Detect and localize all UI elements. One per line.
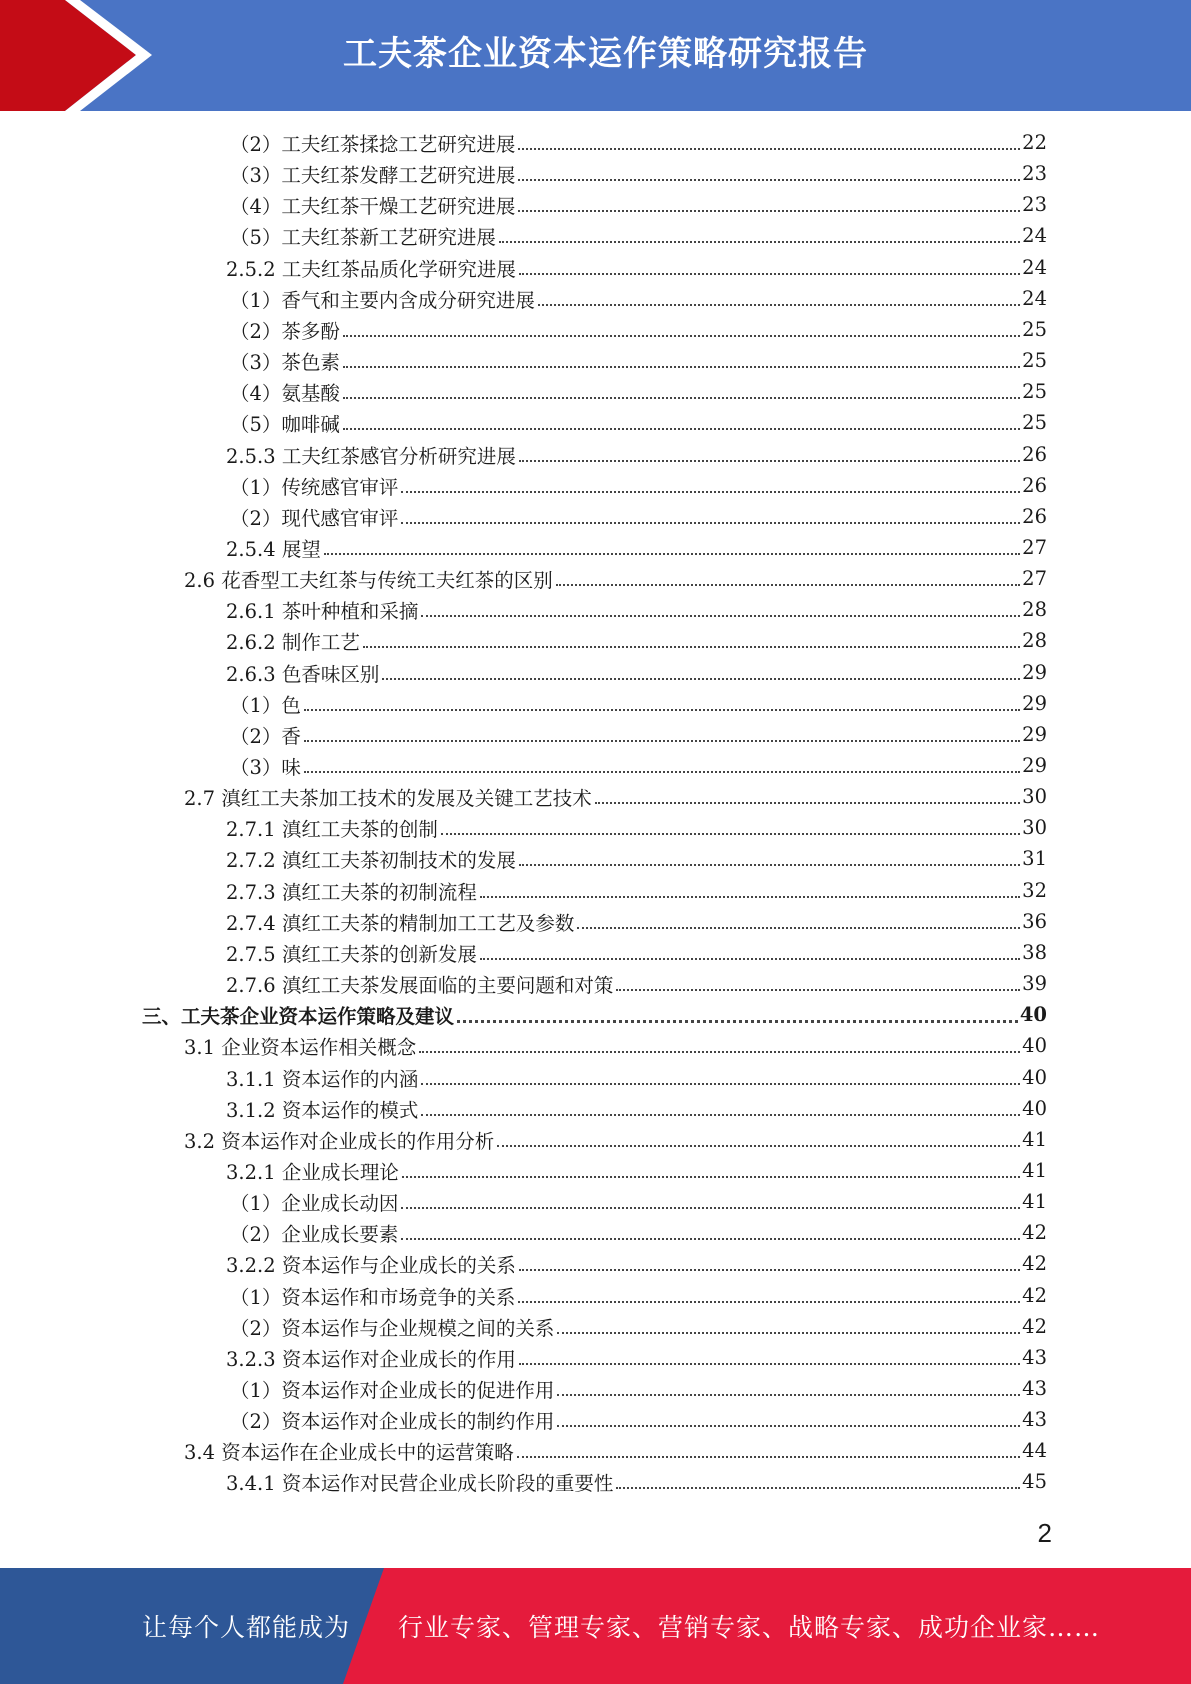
toc-entry[interactable]: [226, 968, 1047, 999]
toc-entry[interactable]: [230, 314, 1047, 345]
toc-entry[interactable]: [226, 252, 1047, 283]
toc-entry-title: （1）资本运作和市场竞争的关系: [230, 1285, 516, 1309]
toc-entry[interactable]: [226, 594, 1047, 625]
toc-dot-leader: [499, 240, 1020, 243]
toc-dot-leader: [518, 209, 1020, 212]
toc-dot-leader: [517, 1455, 1020, 1458]
toc-entry[interactable]: [226, 1062, 1047, 1093]
toc-dot-leader: [616, 1486, 1020, 1489]
toc-entry-title: （5）工夫红茶新工艺研究进展: [230, 225, 496, 249]
toc-dot-leader: [401, 1237, 1020, 1240]
toc-dot-leader: [519, 272, 1020, 275]
toc-dot-leader: [421, 1113, 1020, 1116]
toc-dot-leader: [304, 739, 1020, 742]
toc-dot-leader: [304, 708, 1020, 711]
toc-entry-title: 2.6.2 制作工艺: [226, 630, 360, 654]
toc-entry[interactable]: [184, 781, 1047, 812]
toc-dot-leader: [324, 552, 1020, 555]
toc-dot-leader: [577, 926, 1020, 929]
toc-entry[interactable]: [230, 501, 1047, 532]
toc-entry-title: （2）茶多酚: [230, 319, 340, 343]
toc-entry-title: （2）工夫红茶揉捻工艺研究进展: [230, 132, 516, 156]
toc-entry-title: 2.7.6 滇红工夫茶发展面临的主要问题和对策: [226, 973, 614, 997]
toc-entry-page: 40: [1019, 1003, 1047, 1026]
report-title: 工夫茶企业资本运作策略研究报告: [343, 34, 868, 74]
footer-tagline: 行业专家、管理专家、营销专家、战略专家、成功企业家……: [398, 1613, 1101, 1642]
toc-entry-page: 29: [1022, 661, 1047, 684]
toc-dot-leader: [441, 832, 1020, 835]
toc-entry-title: （4）工夫红茶干燥工艺研究进展: [230, 194, 516, 218]
toc-entry-title: 2.5.2 工夫红茶品质化学研究进展: [226, 257, 516, 281]
footer-bar: [0, 1568, 1191, 1684]
toc-entry[interactable]: [230, 470, 1047, 501]
toc-entry-title: 2.5.3 工夫红茶感官分析研究进展: [226, 444, 516, 468]
toc-entry-page: 42: [1022, 1252, 1047, 1275]
toc-entry-page: 40: [1022, 1097, 1047, 1120]
toc-entry[interactable]: [142, 999, 1047, 1030]
toc-dot-leader: [519, 863, 1020, 866]
toc-entry-page: 24: [1022, 287, 1047, 310]
toc-entry-page: 43: [1022, 1377, 1047, 1400]
toc-entry[interactable]: [230, 1280, 1047, 1311]
toc-dot-leader: [518, 1300, 1020, 1303]
toc-entry[interactable]: [226, 937, 1047, 968]
toc-entry[interactable]: [230, 688, 1047, 719]
toc-entry-page: 41: [1022, 1190, 1047, 1213]
toc-entry-title: （3）茶色素: [230, 350, 340, 374]
toc-dot-leader: [518, 147, 1020, 150]
toc-entry-page: 39: [1022, 972, 1047, 995]
toc-entry[interactable]: [230, 1217, 1047, 1248]
toc-entry[interactable]: [226, 439, 1047, 470]
page-number: 2: [1037, 1518, 1052, 1548]
toc-dot-leader: [518, 178, 1020, 181]
toc-entry-page: 27: [1022, 567, 1047, 590]
toc-entry-title: 2.7.3 滇红工夫茶的初制流程: [226, 880, 477, 904]
toc-entry-page: 36: [1022, 910, 1047, 933]
toc-entry-title: （1）传统感官审评: [230, 475, 399, 499]
toc-entry-page: 40: [1022, 1034, 1047, 1057]
toc-entry-title: 3.2 资本运作对企业成长的作用分析: [184, 1129, 495, 1153]
toc-entry[interactable]: [184, 563, 1047, 594]
toc-entry-title: 2.7.2 滇红工夫茶初制技术的发展: [226, 848, 516, 872]
toc-entry[interactable]: [226, 1342, 1047, 1373]
toc-entry-title: 3.4 资本运作在企业成长中的运营策略: [184, 1440, 514, 1464]
toc-entry-page: 30: [1022, 785, 1047, 808]
toc-entry-page: 42: [1022, 1284, 1047, 1307]
toc-entry[interactable]: [226, 1248, 1047, 1279]
toc-entry-title: 2.7.1 滇红工夫茶的创制: [226, 817, 438, 841]
toc-entry[interactable]: [230, 345, 1047, 376]
toc-entry-title: 3.1 企业资本运作相关概念: [184, 1035, 417, 1059]
toc-dot-leader: [343, 427, 1020, 430]
toc-entry-page: 24: [1022, 256, 1047, 279]
toc-dot-leader: [401, 490, 1020, 493]
toc-dot-leader: [421, 614, 1020, 617]
toc-entry[interactable]: [230, 376, 1047, 407]
toc-entry[interactable]: [226, 657, 1047, 688]
toc-entry-title: 3.2.3 资本运作对企业成长的作用: [226, 1347, 516, 1371]
toc-entry-page: 43: [1022, 1408, 1047, 1431]
toc-entry-title: 3.1.2 资本运作的模式: [226, 1098, 419, 1122]
toc-entry[interactable]: [230, 407, 1047, 438]
toc-entry-title: （2）现代感官审评: [230, 506, 399, 530]
toc-entry-page: 42: [1022, 1315, 1047, 1338]
toc-entry-page: 29: [1022, 692, 1047, 715]
toc-entry[interactable]: [230, 189, 1047, 220]
toc-dot-leader: [538, 303, 1020, 306]
toc-entry-title: （3）味: [230, 755, 301, 779]
toc-entry-page: 25: [1022, 411, 1047, 434]
toc-dot-leader: [421, 1082, 1020, 1085]
toc-dot-leader: [480, 895, 1020, 898]
toc-entry-title: 2.6.1 茶叶种植和采摘: [226, 599, 419, 623]
toc-entry-page: 25: [1022, 349, 1047, 372]
toc-entry-title: （2）资本运作对企业成长的制约作用: [230, 1409, 555, 1433]
toc-dot-leader: [616, 988, 1020, 991]
toc-entry-title: （1）资本运作对企业成长的促进作用: [230, 1378, 555, 1402]
toc-entry[interactable]: [226, 875, 1047, 906]
toc-dot-leader: [363, 645, 1020, 648]
toc-entry[interactable]: [230, 1311, 1047, 1342]
toc-entry-page: 29: [1022, 723, 1047, 746]
toc-entry[interactable]: [226, 625, 1047, 656]
toc-entry[interactable]: [230, 1186, 1047, 1217]
toc-entry-title: 3.4.1 资本运作对民营企业成长阶段的重要性: [226, 1471, 614, 1495]
toc-dot-leader: [304, 770, 1020, 773]
toc-entry[interactable]: [230, 220, 1047, 251]
toc-dot-leader: [343, 334, 1020, 337]
toc-entry-page: 38: [1022, 941, 1047, 964]
toc-entry-title: 2.7.5 滇红工夫茶的创新发展: [226, 942, 477, 966]
toc-entry-page: 44: [1022, 1439, 1047, 1462]
toc-entry-title: 2.6 花香型工夫红茶与传统工夫红茶的区别: [184, 568, 553, 592]
toc-entry[interactable]: [230, 127, 1047, 158]
toc-entry-page: 25: [1022, 380, 1047, 403]
toc-entry[interactable]: [226, 812, 1047, 843]
toc-entry-title: 3.2.1 企业成长理论: [226, 1160, 399, 1184]
toc-entry-title: （3）工夫红茶发酵工艺研究进展: [230, 163, 516, 187]
toc-entry-page: 28: [1022, 598, 1047, 621]
toc-entry-page: 43: [1022, 1346, 1047, 1369]
toc-dot-leader: [557, 1393, 1020, 1396]
toc-entry-title: （2）香: [230, 724, 301, 748]
toc-dot-leader: [519, 459, 1020, 462]
toc-dot-leader: [519, 1268, 1020, 1271]
toc-dot-leader: [343, 365, 1020, 368]
toc-entry-title: 3.2.2 资本运作与企业成长的关系: [226, 1253, 516, 1277]
toc-dot-leader: [402, 1175, 1020, 1178]
toc-entry-page: 40: [1022, 1066, 1047, 1089]
toc-entry[interactable]: [230, 719, 1047, 750]
toc-entry-page: 24: [1022, 224, 1047, 247]
toc-entry[interactable]: [226, 532, 1047, 563]
toc-entry-page: 25: [1022, 318, 1047, 341]
header-bar: [0, 0, 1191, 111]
toc-entry[interactable]: [230, 1404, 1047, 1435]
toc-dot-leader: [497, 1144, 1020, 1147]
toc-dot-leader: [382, 677, 1020, 680]
toc-entry-title: 2.6.3 色香味区别: [226, 662, 380, 686]
footer-slogan: 让每个人都能成为: [142, 1613, 351, 1642]
toc-entry[interactable]: [184, 1124, 1047, 1155]
toc-entry-page: 27: [1022, 536, 1047, 559]
toc-entry-page: 31: [1022, 847, 1047, 870]
toc-entry-page: 42: [1022, 1221, 1047, 1244]
toc-entry-page: 41: [1022, 1159, 1047, 1182]
toc-entry-title: （5）咖啡碱: [230, 412, 340, 436]
toc-entry[interactable]: [226, 906, 1047, 937]
toc-entry-title: （4）氨基酸: [230, 381, 340, 405]
toc-dot-leader: [419, 1050, 1020, 1053]
toc-dot-leader: [401, 1206, 1020, 1209]
toc-entry-page: 30: [1022, 816, 1047, 839]
toc-entry[interactable]: [230, 283, 1047, 314]
toc-entry-page: 23: [1022, 162, 1047, 185]
toc-entry[interactable]: [226, 843, 1047, 874]
toc-entry[interactable]: [226, 1466, 1047, 1497]
toc-entry-page: 26: [1022, 474, 1047, 497]
toc-entry-page: 23: [1022, 193, 1047, 216]
toc-entry-title: （1）企业成长动因: [230, 1191, 399, 1215]
toc-entry[interactable]: [230, 1373, 1047, 1404]
toc-entry-title: （1）色: [230, 693, 301, 717]
toc-entry[interactable]: [226, 1155, 1047, 1186]
toc-entry-page: 41: [1022, 1128, 1047, 1151]
toc-entry[interactable]: [184, 1030, 1047, 1061]
toc-entry-title: 3.1.1 资本运作的内涵: [226, 1067, 419, 1091]
toc-dot-leader: [343, 396, 1020, 399]
toc-entry[interactable]: [226, 1093, 1047, 1124]
toc-dot-leader: [595, 801, 1020, 804]
toc-entry[interactable]: [230, 158, 1047, 189]
toc-dot-leader: [556, 583, 1020, 586]
toc-entry-page: 26: [1022, 443, 1047, 466]
toc-dot-leader: [557, 1424, 1020, 1427]
toc-dot-leader: [519, 1362, 1020, 1365]
toc-entry-title: 三、工夫茶企业资本运作策略及建议: [142, 1004, 455, 1028]
toc-entry-page: 22: [1022, 131, 1047, 154]
toc-dot-leader: [401, 521, 1020, 524]
toc-dot-leader: [480, 957, 1020, 960]
toc-entry-title: （2）资本运作与企业规模之间的关系: [230, 1316, 555, 1340]
toc-dot-leader: [557, 1331, 1020, 1334]
toc-entry[interactable]: [184, 1435, 1047, 1466]
toc-entry-page: 26: [1022, 505, 1047, 528]
toc-entry[interactable]: [230, 750, 1047, 781]
toc-dot-leader: [457, 1019, 1018, 1023]
toc-entry-page: 45: [1022, 1470, 1047, 1493]
toc-entry-title: 2.5.4 展望: [226, 537, 321, 561]
toc-entry-page: 32: [1022, 879, 1047, 902]
toc-entry-title: 2.7.4 滇红工夫茶的精制加工工艺及参数: [226, 911, 575, 935]
toc-entry-title: （1）香气和主要内含成分研究进展: [230, 288, 535, 312]
toc-entry-page: 29: [1022, 754, 1047, 777]
toc-entry-page: 28: [1022, 629, 1047, 652]
toc-entry-title: 2.7 滇红工夫茶加工技术的发展及关键工艺技术: [184, 786, 592, 810]
toc-entry-title: （2）企业成长要素: [230, 1222, 399, 1246]
